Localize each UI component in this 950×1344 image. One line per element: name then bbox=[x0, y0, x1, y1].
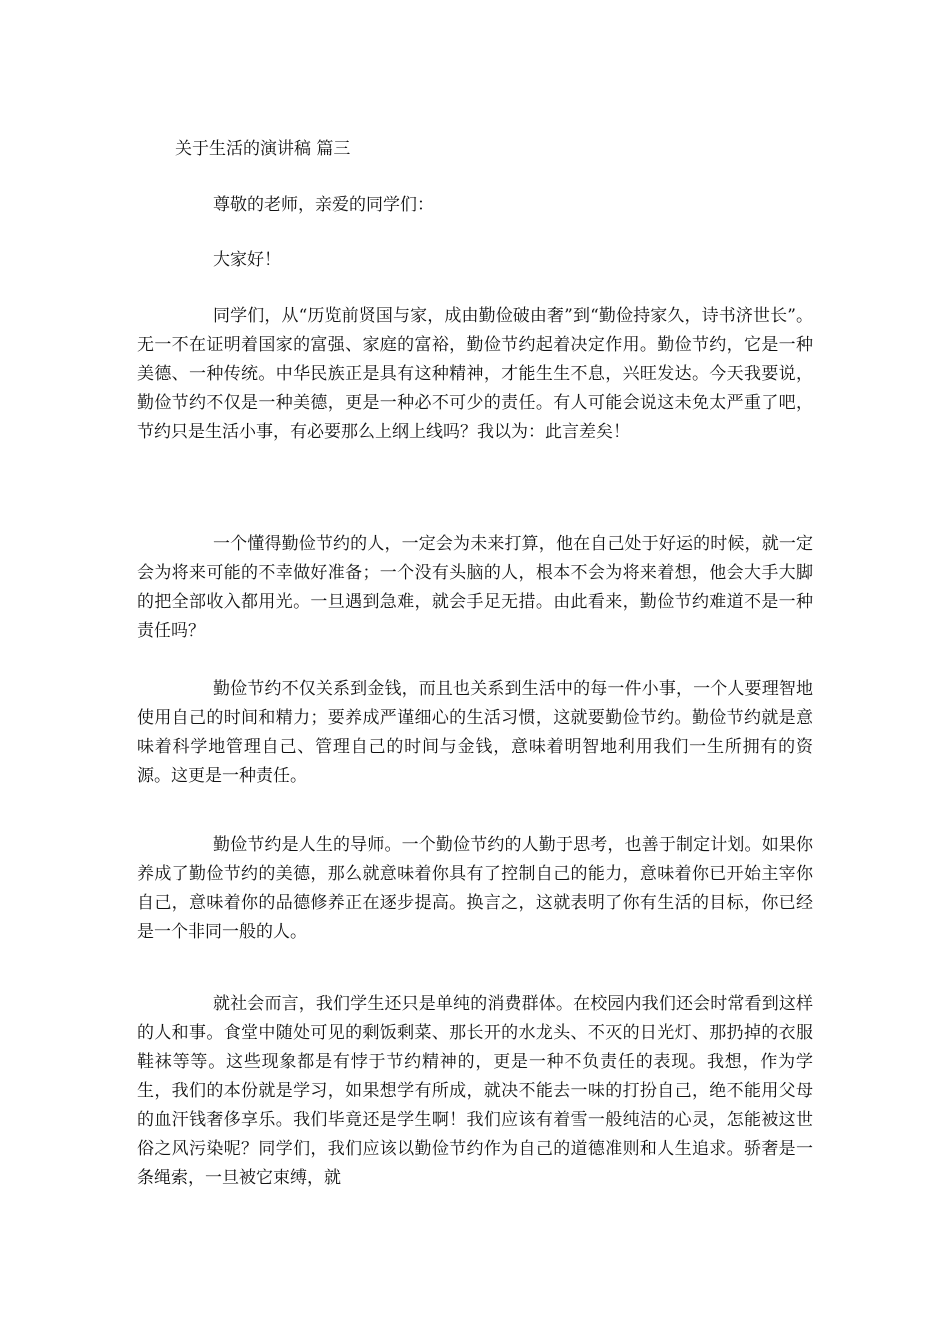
body-paragraph-2: 一个懂得勤俭节约的人，一定会为未来打算，他在自己处于好运的时候，就一定会为将来可能的不幸做好准备；一个没有头脑的人，根本不会为将来着想，他会大手大脚的把全部收入都用光。一旦遇到急难，就会手足无措。由此看来，勤俭节约难道不是一种责任吗？ bbox=[137, 534, 813, 641]
speech-greeting: 大家好！ bbox=[213, 250, 281, 270]
speech-salutation: 尊敬的老师，亲爱的同学们： bbox=[213, 195, 434, 215]
document-title: 关于生活的演讲稿 篇三 bbox=[175, 139, 351, 159]
body-paragraph-3: 勤俭节约不仅关系到金钱，而且也关系到生活中的每一件小事，一个人要理智地使用自己的时间和精力；要养成严谨细心的生活习惯，这就要勤俭节约。勤俭节约就是意味着科学地管理自己、管理自己的时间与金钱，意味着明智地利用我们一生所拥有的资源。这更是一种责任。 bbox=[137, 679, 813, 786]
body-paragraph-1: 同学们，从“历览前贤国与家，成由勤俭破由奢”到“勤俭持家久，诗书济世长”。无一不在证明着国家的富强、家庭的富裕，勤俭节约起着决定作用。勤俭节约，它是一种美德、一种传统。中华民族正是具有这种精神，才能生生不息，兴旺发达。今天我要说，勤俭节约不仅是一种美德，更是一种必不可少的责任。有人可能会说这未免太严重了吧，节约只是生活小事，有必要那么上纲上线吗？我以为：此言差矣！ bbox=[137, 306, 813, 442]
body-paragraph-4: 勤俭节约是人生的导师。一个勤俭节约的人勤于思考，也善于制定计划。如果你养成了勤俭节约的美德，那么就意味着你具有了控制自己的能力，意味着你已开始主宰你自己，意味着你的品德修养正在逐步提高。换言之，这就表明了你有生活的目标，你已经是一个非同一般的人。 bbox=[137, 835, 813, 942]
body-paragraph-5: 就社会而言，我们学生还只是单纯的消费群体。在校园内我们还会时常看到这样的人和事。食堂中随处可见的剩饭剩菜、那长开的水龙头、不灭的日光灯、那扔掉的衣服鞋袜等等。这些现象都是有悖于节约精神的，更是一种不负责任的表现。我想，作为学生，我们的本份就是学习，如果想学有所成，就决不能去一味的打扮自己，绝不能用父母的血汗钱奢侈享乐。我们毕竟还是学生啊！我们应该有着雪一般纯洁的心灵，怎能被这世俗之风污染呢？同学们，我们应该以勤俭节约作为自己的道德准则和人生追求。骄奢是一条绳索，一旦被它束缚，就 bbox=[137, 994, 813, 1188]
